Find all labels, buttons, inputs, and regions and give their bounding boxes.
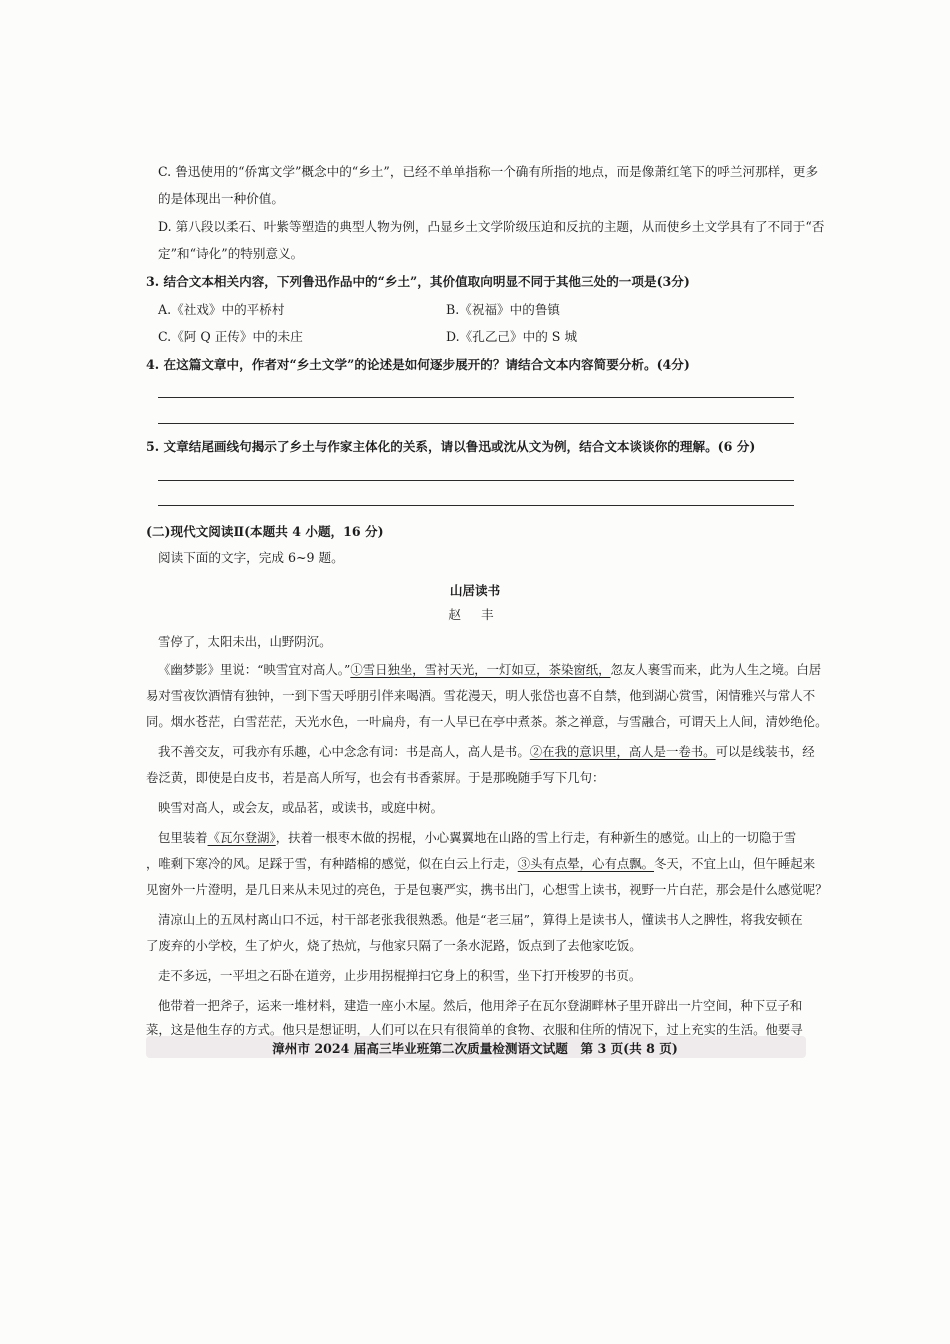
passage-title: 山居读书 (449, 583, 501, 598)
q5-answer-line-1[interactable] (158, 480, 794, 481)
q3-option-c: C.《阿 Q 正传》中的未庄 (158, 329, 303, 344)
q4-answer-line-2[interactable] (158, 423, 794, 424)
paragraph-7: 走不多远，一平坦之石卧在道旁，止步用拐棍掸扫它身上的积雪，坐下打开梭罗的书页。 (158, 968, 642, 983)
paragraph-5-line-3: 见窗外一片澄明，是几日来从未见过的亮色，于是包裹严实，携书出门，心想雪上读书，视野一片白茫，那会是什么感觉呢？ (146, 882, 828, 897)
paragraph-5-line-2 (146, 856, 816, 872)
paragraph-4: 映雪对高人，或会友，或品茗，或读书，或庭中树。 (158, 800, 443, 815)
text-span: 可以是线装书，经 (715, 744, 815, 759)
q2-option-c-line1: C. 鲁迅使用的“侨寓文学”概念中的“乡土”，已经不单单指称一个确有所指的地点，而是像萧红笔下的呼兰河那样，更多 (158, 164, 819, 179)
q2-option-d-line1: D. 第八段以柔石、叶紫等塑造的典型人物为例，凸显乡土文学阶级压迫和反抗的主题，从而使乡土文学具有了不同于“否 (158, 219, 825, 234)
paragraph-1: 雪停了，太阳未出，山野阴沉。 (158, 634, 332, 649)
q4-stem: 4. 在这篇文章中，作者对“乡土文学”的论述是如何逐步展开的？请结合文本内容简要分析。(4分) (146, 357, 690, 372)
q2-option-c-line2: 的是体现出一种价值。 (158, 191, 284, 206)
text-span: 我不善交友，可我亦有乐趣，心中念念有词：书是高人，高人是书。 (158, 744, 530, 759)
text-span: ，唯剩下寒冷的风。足踩于雪，有种踏棉的感觉，似在白云上行走， (146, 856, 518, 871)
paragraph-3-line-1 (158, 744, 815, 760)
q3-stem: 3. 结合文本相关内容，下列鲁迅作品中的“乡土”，其价值取向明显不同于其他三处的一项是(3分) (146, 274, 690, 289)
paragraph-5-line-1 (158, 830, 810, 846)
q3-option-d: D.《孔乙己》中的 S 城 (446, 329, 578, 344)
q4-answer-line-1[interactable] (158, 397, 794, 398)
section-instruction: 阅读下面的文字，完成 6~9 题。 (158, 550, 344, 565)
text-span: 忽友人裹雪而来，此为人生之境。白居 (610, 662, 822, 677)
text-span: 包里装着 (158, 830, 208, 845)
q3-option-b: B.《祝福》中的鲁镇 (446, 302, 561, 317)
paragraph-2-line-1 (158, 662, 822, 678)
text-span: 《幽梦影》里说：“映雪宜对高人。” (158, 662, 351, 677)
text-span: 冬天，不宜上山，但午睡起来 (654, 856, 816, 871)
paragraph-6-line-2: 了废弃的小学校，生了炉火，烧了热炕，与他家只隔了一条水泥路，饭点到了去他家吃饭。 (146, 938, 642, 953)
paragraph-3-line-2: 卷泛黄，即使是白皮书，若是高人所写，也会有书香萦屏。于是那晚随手写下几句： (146, 770, 605, 785)
passage-author: 赵 丰 (448, 607, 502, 622)
paragraph-8-line-2: 菜，这是他生存的方式。他只是想证明，人们可以在只有很简单的食物、衣服和住所的情况下，过上充实的生活。他要寻 (146, 1022, 803, 1037)
paragraph-6-line-1: 清凉山上的五凤村离山口不远，村干部老张我很熟悉。他是“老三届”，算得上是读书人，懂读书人之脾性，将我安顿在 (158, 912, 803, 927)
q5-answer-line-2[interactable] (158, 505, 794, 506)
paragraph-2-line-2: 易对雪夜饮酒情有独钟，一到下雪天呼朋引伴来喝酒。雪花漫天，明人张岱也喜不自禁，他到湖心赏雪，闲情雅兴与常人不 (146, 688, 816, 703)
q5-stem: 5. 文章结尾画线句揭示了乡土与作家主体化的关系，请以鲁迅或沈从文为例，结合文本谈谈你的理解。(6 分) (146, 439, 756, 454)
underlined-sentence-3: ③头有点晕，心有点飘。 (517, 856, 655, 871)
underlined-sentence-1: ①雪日独坐，雪衬天光，一灯如豆，茶染窗纸， (350, 662, 611, 677)
book-title-walden: 《瓦尔登湖》 (207, 830, 276, 845)
text-span: ，扶着一根枣木做的拐棍，小心翼翼地在山路的雪上行走，有种新生的感觉。山上的一切隐于雪 (275, 830, 797, 845)
paragraph-8-line-1: 他带着一把斧子，运来一堆材料，建造一座小木屋。然后，他用斧子在瓦尔登湖畔林子里开辟出一片空间，种下豆子和 (158, 998, 803, 1013)
paragraph-2-line-3: 同。烟水苍茫，白雪茫茫，天光水色，一叶扁舟，有一人早已在亭中煮茶。茶之禅意，与雪融合，可谓天上人间，清妙绝伦。 (146, 714, 828, 729)
section-heading: (二)现代文阅读Ⅱ(本题共 4 小题，16 分) (146, 524, 384, 539)
q2-option-d-line2: 定”和“诗化”的特别意义。 (158, 246, 304, 261)
underlined-sentence-2: ②在我的意识里，高人是一卷书。 (529, 744, 716, 759)
q3-option-a: A.《社戏》中的平桥村 (158, 302, 285, 317)
page-footer: 漳州市 2024 届高三毕业班第二次质量检测语文试题 第 3 页(共 8 页) (272, 1041, 678, 1056)
